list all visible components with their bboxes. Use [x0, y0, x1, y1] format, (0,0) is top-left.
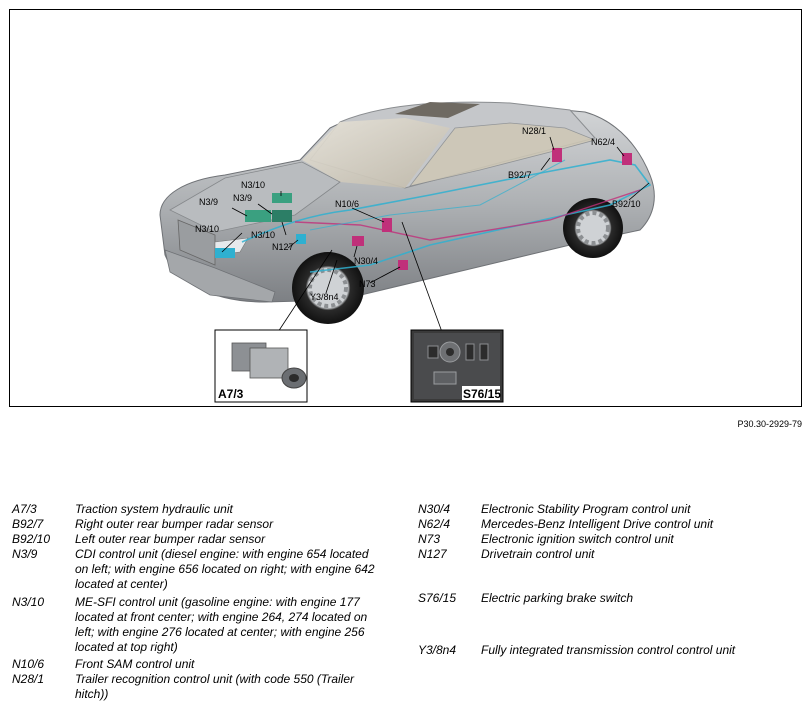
legend-row: [12, 502, 384, 517]
legend-row: [418, 591, 798, 643]
callout-n3-9-left: N3/9: [199, 197, 219, 207]
callout-n10-6: N10/6: [335, 199, 360, 209]
callout-n127: N127: [272, 242, 294, 252]
component-n30-4: [352, 236, 364, 246]
callout-n3-10-center: N3/10: [251, 230, 276, 240]
legend-row: [418, 532, 798, 547]
callout-n30-4: N30/4: [354, 256, 379, 266]
legend-desc: Right outer rear bumper radar sensor: [75, 517, 274, 531]
legend-desc: Electric parking brake switch: [481, 591, 634, 605]
legend-code: N62/4: [418, 517, 451, 531]
legend-code: B92/10: [12, 532, 51, 546]
legend-desc: Fully integrated transmission control control unit: [481, 643, 736, 657]
component-n73: [398, 260, 408, 270]
legend-desc: Left outer rear bumper radar sensor: [75, 532, 266, 546]
figure-id: P30.30-2929-79: [737, 419, 802, 429]
legend-row: [12, 517, 384, 532]
legend-code: N28/1: [12, 672, 45, 686]
legend-desc: CDI control unit (diesel engine: with engine 654 located on left; with engine 656 located on right; with engine 642 located at center): [75, 547, 375, 591]
legend-code: B92/7: [12, 517, 44, 531]
legend-code: N73: [418, 532, 441, 546]
car-illustration: [160, 102, 654, 324]
legend-code: Y3/8n4: [418, 643, 457, 657]
legend-desc: Mercedes-Benz Intelligent Drive control unit: [481, 517, 714, 531]
car-diagram: [10, 10, 802, 407]
legend-row: [12, 595, 384, 657]
legend-row: [418, 517, 798, 532]
legend-right: [418, 502, 798, 658]
callout-b92-7: B92/7: [508, 170, 532, 180]
legend-row: [12, 547, 384, 595]
legend-code: A7/3: [12, 502, 37, 516]
callout-y3-8n4: Y3/8n4: [310, 292, 339, 302]
legend-code: N3/10: [12, 595, 45, 609]
legend-row: [12, 657, 384, 672]
legend-row: [418, 643, 798, 658]
legend-desc: Drivetrain control unit: [481, 547, 595, 561]
legend-left: [12, 502, 384, 702]
callout-n3-10-top: N3/10: [241, 180, 266, 190]
component-n10-6: [382, 218, 392, 232]
callout-n73: N73: [359, 279, 376, 289]
legend-code: N30/4: [418, 502, 451, 516]
legend-code: N10/6: [12, 657, 45, 671]
legend-row: [418, 547, 798, 591]
diagram-frame: [9, 9, 802, 407]
component-n127: [296, 234, 306, 244]
legend-row: [12, 672, 384, 702]
callout-n3-10-left: N3/10: [195, 224, 220, 234]
legend-desc: Electronic ignition switch control unit: [481, 532, 674, 546]
legend-row: [12, 532, 384, 547]
inset-s76-15: [411, 330, 503, 402]
legend-code: N3/9: [12, 547, 38, 561]
legend-desc: ME-SFI control unit (gasoline engine: with engine 177 located at front center; with engine 264, 274 located on left; with engine 276 located at center; with engine 256 located at top right): [75, 595, 368, 654]
legend-code: N127: [418, 547, 447, 561]
legend-desc: Traction system hydraulic unit: [75, 502, 233, 516]
legend-desc: Trailer recognition control unit (with code 550 (Trailer hitch)): [75, 672, 355, 701]
legend-row: [418, 502, 798, 517]
callout-n28-1: N28/1: [522, 126, 547, 136]
inset-label-s76-15: S76/15: [463, 387, 502, 401]
legend-desc: Front SAM control unit: [75, 657, 195, 671]
callout-n62-4: N62/4: [591, 137, 616, 147]
inset-label-a7-3: A7/3: [218, 387, 244, 401]
component-n28-1: [552, 148, 562, 162]
callout-n3-9-right: N3/9: [233, 193, 253, 203]
component-n3-9: [245, 210, 271, 222]
legend-desc: Electronic Stability Program control unit: [481, 502, 691, 516]
component-n3-10a: [272, 193, 292, 203]
legend-code: S76/15: [418, 591, 457, 605]
callout-b92-10: B92/10: [612, 199, 641, 209]
inset-a7-3: [215, 330, 307, 402]
